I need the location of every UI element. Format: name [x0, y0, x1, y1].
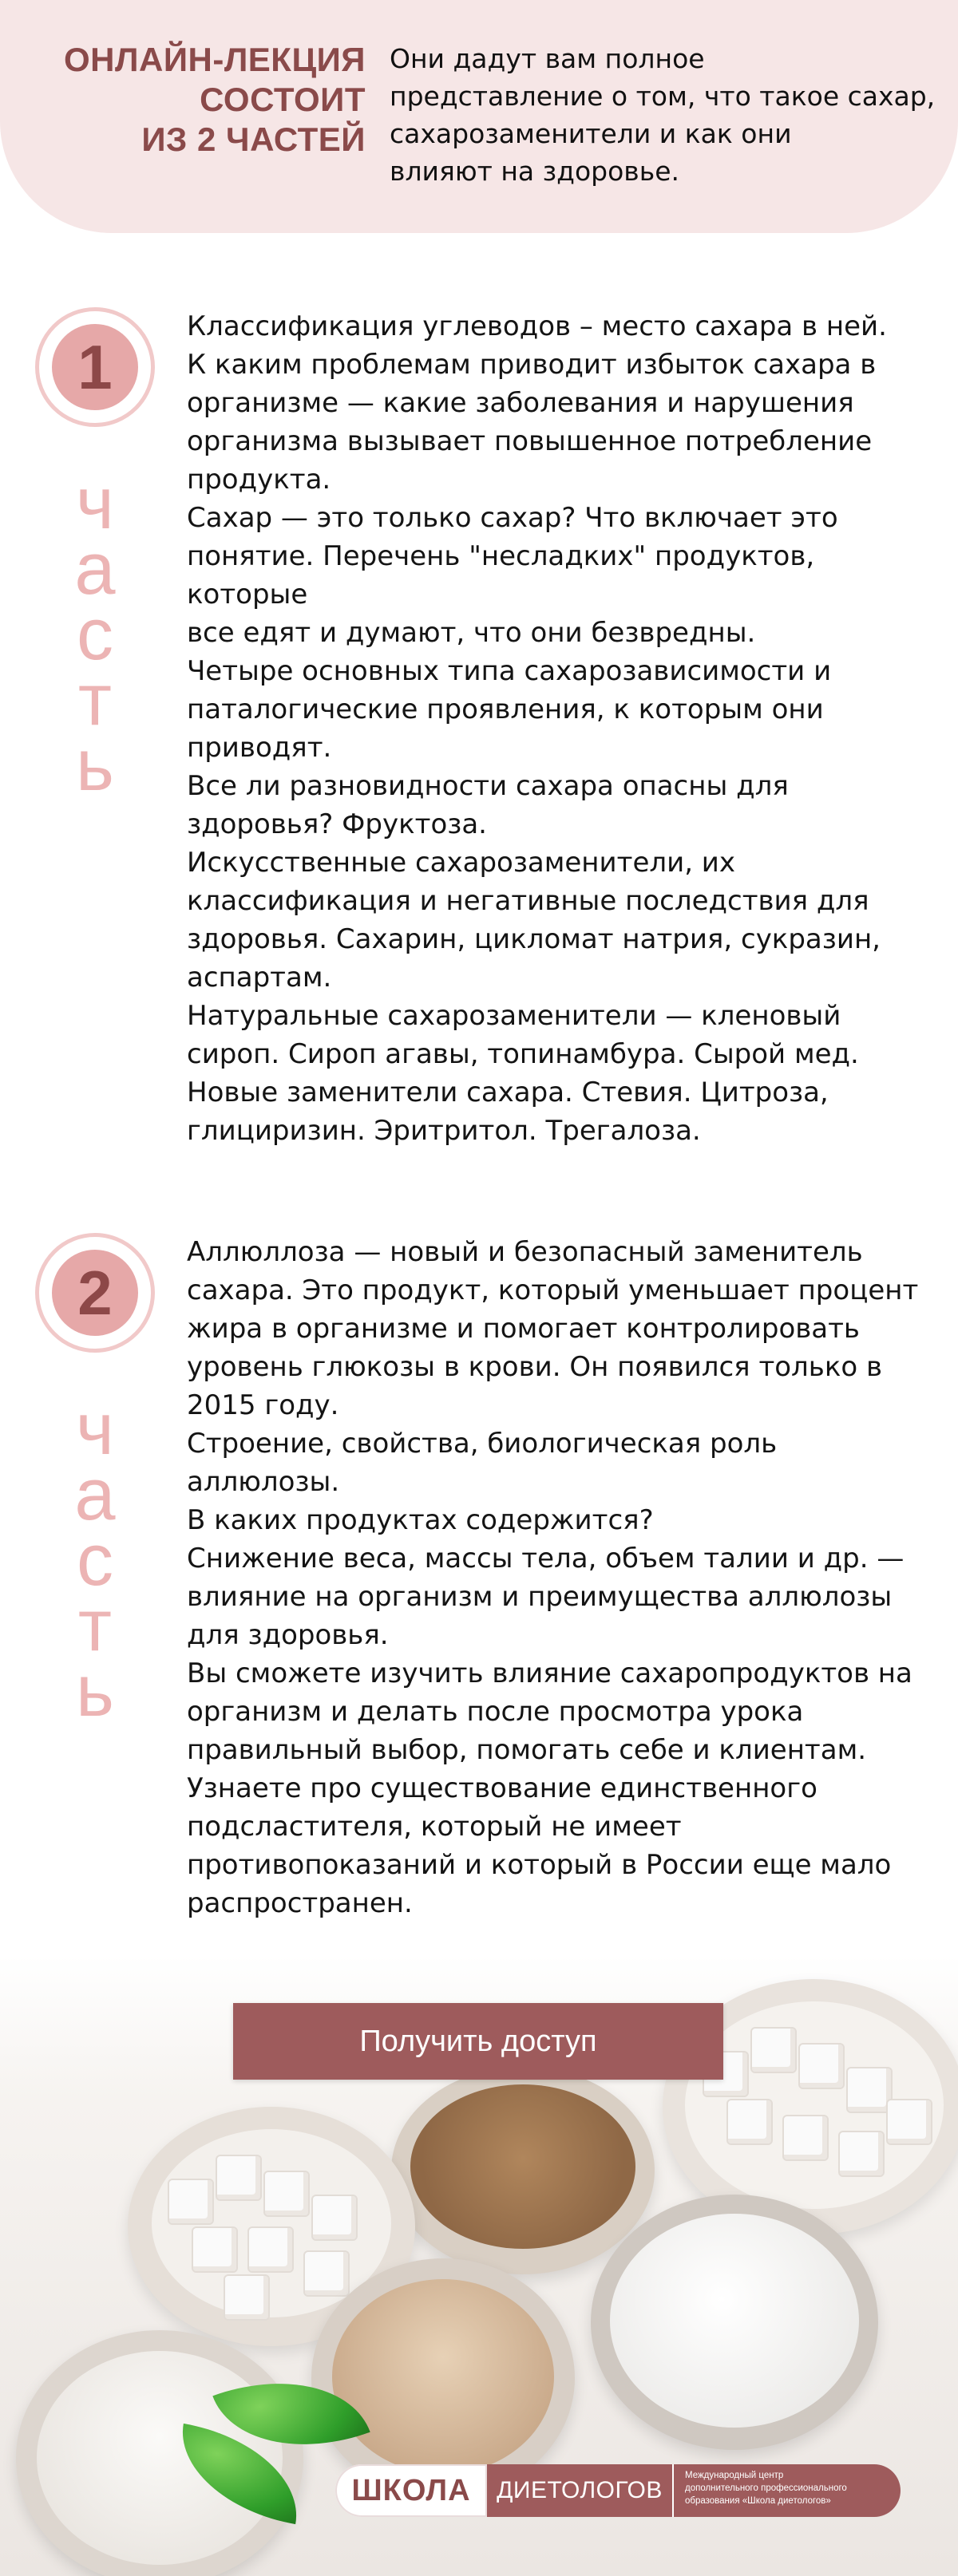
sugar-cube [247, 2226, 294, 2273]
sugar-cube [263, 2171, 310, 2217]
header-description-line: влияют на здоровье. [390, 156, 679, 187]
sugar-cube [838, 2131, 885, 2177]
text-line: паталогические проявления, к которым они [187, 693, 824, 725]
get-access-button[interactable]: Получить доступ [233, 2003, 723, 2080]
sugar-cube [224, 2274, 270, 2321]
raw-sugar-bowl [311, 2258, 575, 2498]
logo-tagline [672, 2464, 901, 2517]
brown-sugar-bowl [391, 2067, 655, 2274]
text-line: организм и делать после просмотра урока [187, 1696, 804, 1728]
header-title [14, 40, 366, 160]
text-line: жира в организме и помогает контролировать [187, 1313, 860, 1345]
text-line: Строение, свойства, биологическая роль аллюлозы. [187, 1428, 778, 1498]
text-line: правильный выбор, помогать себе и клиентам. [187, 1734, 867, 1766]
text-line: распространен. [187, 1887, 413, 1919]
text-line: Классификация углеводов – место сахара в ней. [187, 310, 887, 342]
sugar-cube [311, 2195, 358, 2241]
header-description-line: представление о том, что такое сахар, [390, 81, 936, 112]
sugar-cube [192, 2226, 238, 2273]
text-line: сахара. Это продукт, который уменьшает процент [187, 1274, 919, 1306]
text-line: Вы сможете изучить влияние сахаропродуктов на [187, 1657, 912, 1689]
sugar-cube [782, 2115, 829, 2161]
text-line: В каких продуктах содержится? [187, 1504, 654, 1536]
white-sugar-bowl [591, 2195, 878, 2450]
granulated-sugar-bowl [16, 2330, 303, 2576]
header-description [390, 40, 948, 190]
text-line: уровень глюкозы в крови. Он появился только в [187, 1351, 883, 1383]
header-banner [0, 0, 958, 233]
part-vertical-label [67, 463, 123, 806]
part-description [187, 307, 937, 1150]
brown-sugar [410, 2084, 635, 2249]
vertical-letter: с [77, 1519, 113, 1601]
text-line: организма вызывает повышенное потребление [187, 425, 873, 457]
text-line: Узнаете про существование единственного [187, 1772, 817, 1804]
part-vertical-label [67, 1389, 123, 1732]
vertical-letter: ь [76, 725, 114, 806]
text-line: Четыре основных типа сахарозависимости и [187, 655, 832, 687]
text-line: здоровья. Сахарин, цикломат натрия, сукразин, [187, 923, 881, 955]
lecture-part-1 [0, 307, 958, 1147]
vertical-letter: а [74, 528, 116, 610]
text-line: Сахар — это только сахар? Что включает это [187, 502, 838, 534]
sugar-cube [726, 2099, 773, 2145]
text-line: 2015 году. [187, 1389, 339, 1421]
logo-tagline-line: Международный центр [685, 2471, 784, 2480]
text-line: Все ли разновидности сахара опасны для [187, 770, 789, 802]
text-line: глициризин. Эритритол. Трегалоза. [187, 1115, 701, 1147]
text-line: К каким проблемам приводит избыток сахара в [187, 349, 877, 381]
text-line: приводят. [187, 732, 332, 764]
white-sugar [610, 2214, 859, 2428]
header-description-line: Они дадут вам полное [390, 43, 705, 74]
text-line: классификация и негативные последствия для [187, 885, 869, 917]
sugar-cube [216, 2155, 262, 2201]
sugar-cube [798, 2043, 845, 2089]
text-line: влияние на организм и преимущества аллюлозы [187, 1581, 893, 1613]
logo-school-word: ШКОЛА [335, 2464, 487, 2517]
header-title-line: ИЗ 2 ЧАСТЕЙ [141, 121, 366, 158]
text-line: сироп. Сироп агавы, топинамбура. Сырой мед. [187, 1038, 859, 1070]
text-line: Аллюллоза — новый и безопасный заменитель [187, 1236, 863, 1268]
header-description-line: сахарозаменители и как они [390, 118, 792, 149]
sugar-cube [168, 2179, 214, 2225]
logo-dietologists-word: ДИЕТОЛОГОВ [487, 2464, 672, 2517]
part-number: 1 [52, 324, 138, 410]
text-line: аспартам. [187, 962, 332, 994]
vertical-letter: с [77, 594, 113, 675]
sugar-cube [886, 2099, 932, 2145]
vertical-letter: т [77, 1585, 113, 1666]
text-line: все едят и думают, что они безвредны. [187, 617, 756, 649]
part-description [187, 1233, 937, 1922]
vertical-letter: ч [76, 463, 114, 544]
text-line: Новые заменители сахара. Стевия. Цитроза, [187, 1077, 829, 1108]
text-line: Натуральные сахарозаменители — кленовый [187, 1000, 841, 1032]
school-logo [335, 2464, 901, 2517]
logo-tagline-line: дополнительного профессионального [685, 2483, 847, 2493]
vertical-letter: ч [76, 1389, 114, 1470]
text-line: подсластителя, который не имеет [187, 1811, 682, 1843]
text-line: для здоровья. [187, 1619, 389, 1651]
part-number: 2 [52, 1250, 138, 1336]
text-line: Снижение веса, массы тела, объем талии и др. — [187, 1543, 905, 1574]
header-title-line: СОСТОИТ [200, 81, 366, 118]
text-line: Искусственные сахарозаменители, их [187, 847, 736, 879]
raw-sugar [332, 2279, 554, 2474]
text-line: здоровья? Фруктоза. [187, 808, 487, 840]
sugar-cube [750, 2027, 797, 2073]
vertical-letter: ь [76, 1650, 114, 1732]
header-title-line: ОНЛАЙН-ЛЕКЦИЯ [64, 41, 366, 78]
text-line: понятие. Перечень "несладких" продуктов, которые [187, 540, 815, 610]
part-number-badge [35, 307, 155, 427]
text-line: организме — какие заболевания и нарушения [187, 387, 854, 419]
sugar-bowls-photo [0, 1955, 958, 2576]
text-line: продукта. [187, 464, 331, 496]
sugar-cube [303, 2250, 350, 2297]
vertical-letter: т [77, 659, 113, 741]
text-line: противопоказаний и который в России еще мало [187, 1849, 892, 1881]
lecture-part-2 [0, 1233, 958, 1919]
vertical-letter: а [74, 1454, 116, 1535]
logo-tagline-line: образования «Школа диетологов» [685, 2496, 831, 2506]
part-number-badge [35, 1233, 155, 1353]
